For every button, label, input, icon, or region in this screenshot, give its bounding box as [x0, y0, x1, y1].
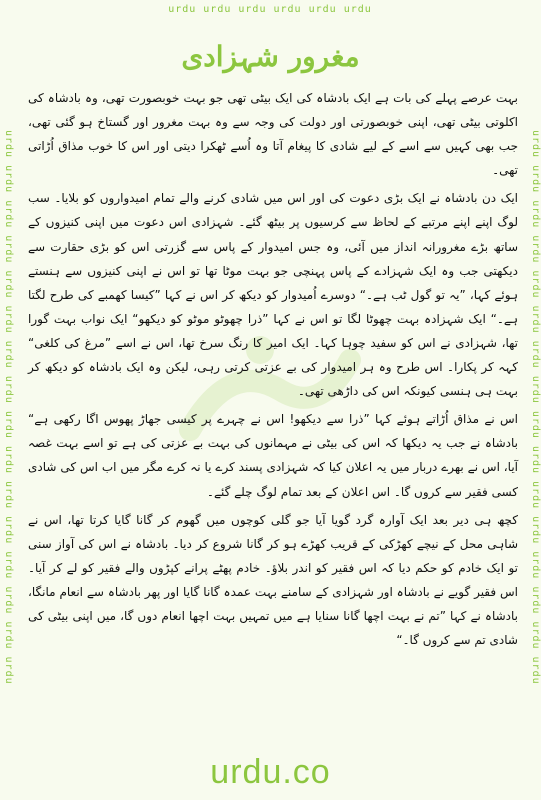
right-border-pattern: urdu urdu urdu urdu urdu urdu urdu urdu urdu urdu urdu urdu urdu urdu urdu urdu [530, 130, 541, 685]
paragraph: ایک دن بادشاہ نے ایک بڑی دعوت کی اور اس میں شادی کرنے والے تمام امیدواروں کو بلایا۔ سب لوگ اپنے اپنے مرتبے کے لحاظ سے کرسیوں پر بیٹھ گئے۔ شہزادی اس دعوت میں اپنی کنیزوں کے ساتھ بڑے مغرورانہ انداز میں آئی، وہ جس امیدوار کے پاس سے گزرتی اس کو بڑی حقارت سے دیکھتی جب وہ ایک شہزادے کے پاس پہنچی جو بہت موٹا تھا تو اس نے اپنی کنیزوں سے ہنستے ہوئے کہا، ”یہ تو گول ٹب ہے۔“ دوسرے اُمیدوار کو دیکھ کر اس نے کہا ”کیسا کھمبے کی طرح لگتا ہے۔“ ایک شہزادہ بہت چھوٹا لگا تو اس نے کہا ”ذرا چھوٹو موٹو کو دیکھو“ ایک نواب بہت گورا تھا، شہزادی نے اس کو سفید چوہا کہا۔ ایک امیر کا رنگ سرخ تھا، اس نے اسے ”مرغ کی کلغی“ کہہ کر پکارا۔ اس طرح وہ ہر امیدوار کی بے عزتی کرتی رہی، لیکن وہ ایک بادشاہ کو دیکھ کر بہت ہی ہنسی کیونکہ اس کی داڑھی تھی۔ [28, 191, 518, 399]
story-title: مغرور شہزادی [181, 40, 360, 73]
top-border-pattern: urdu urdu urdu urdu urdu urdu [168, 4, 372, 15]
left-border-pattern: urdu urdu urdu urdu urdu urdu urdu urdu urdu urdu urdu urdu urdu urdu urdu urdu [3, 130, 14, 685]
site-footer-logo: urdu.co [210, 753, 331, 791]
story-body [28, 86, 518, 656]
paragraph: بہت عرصے پہلے کی بات ہے ایک بادشاہ کی ایک بیٹی تھی جو بہت خوبصورت تھی، وہ بادشاہ کی اکلوتی بیٹی تھی، اپنی خوبصورتی اور دولت کی وجہ سے وہ بہت مغرور اور گستاخ ہو گئی تھی، جب بھی کہیں سے اسے کے لیے شادی کا پیغام آتا وہ اُسے ٹھکرا دیتی اور اس کا خوب مذاق اُڑاتی تھی۔ [28, 91, 518, 178]
paragraph: اس نے مذاق اُڑاتے ہوئے کہا ”ذرا سے دیکھو! اس نے چہرے پر کیسی جھاڑ پھوس اگا رکھی ہے“ بادشاہ نے جب یہ دیکھا کہ اس کی بیٹی نے مہمانوں کی بہت بے عزتی کی ہے تو اسے بہت غصہ آیا، اس نے بھرے دربار میں یہ اعلان کیا کہ شہزادی پسند کرے یا نہ کرے مگر میں اب اس کی شادی کسی فقیر سے کروں گا۔ اس اعلان کے بعد تمام لوگ چلے گئے۔ [28, 412, 518, 499]
paragraph: کچھ ہی دیر بعد ایک آوارہ گرد گویا آیا جو گلی کوچوں میں گھوم کر گانا گایا کرتا تھا، اس نے شاہی محل کے نیچے کھڑکی کے قریب کھڑے ہو کر گانا شروع کر دیا۔ بادشاہ نے اس کی آواز سنی تو ایک خادم کو حکم دیا کہ اس فقیر کو اندر بلاؤ۔ خادم پھٹے پرانے کپڑوں والے فقیر کو لے کر آیا۔ اس فقیر گویے نے بادشاہ اور شہزادی کے سامنے بہت عمدہ گانا گایا اور پھر بادشاہ سے انعام مانگا، بادشاہ نے کہا ”تم نے بہت اچھا گانا سنایا ہے میں تمہیں بہت اچھا انعام دوں گا، میں اپنی بیٹی کی شادی تم سے کروں گا۔“ [28, 512, 518, 648]
